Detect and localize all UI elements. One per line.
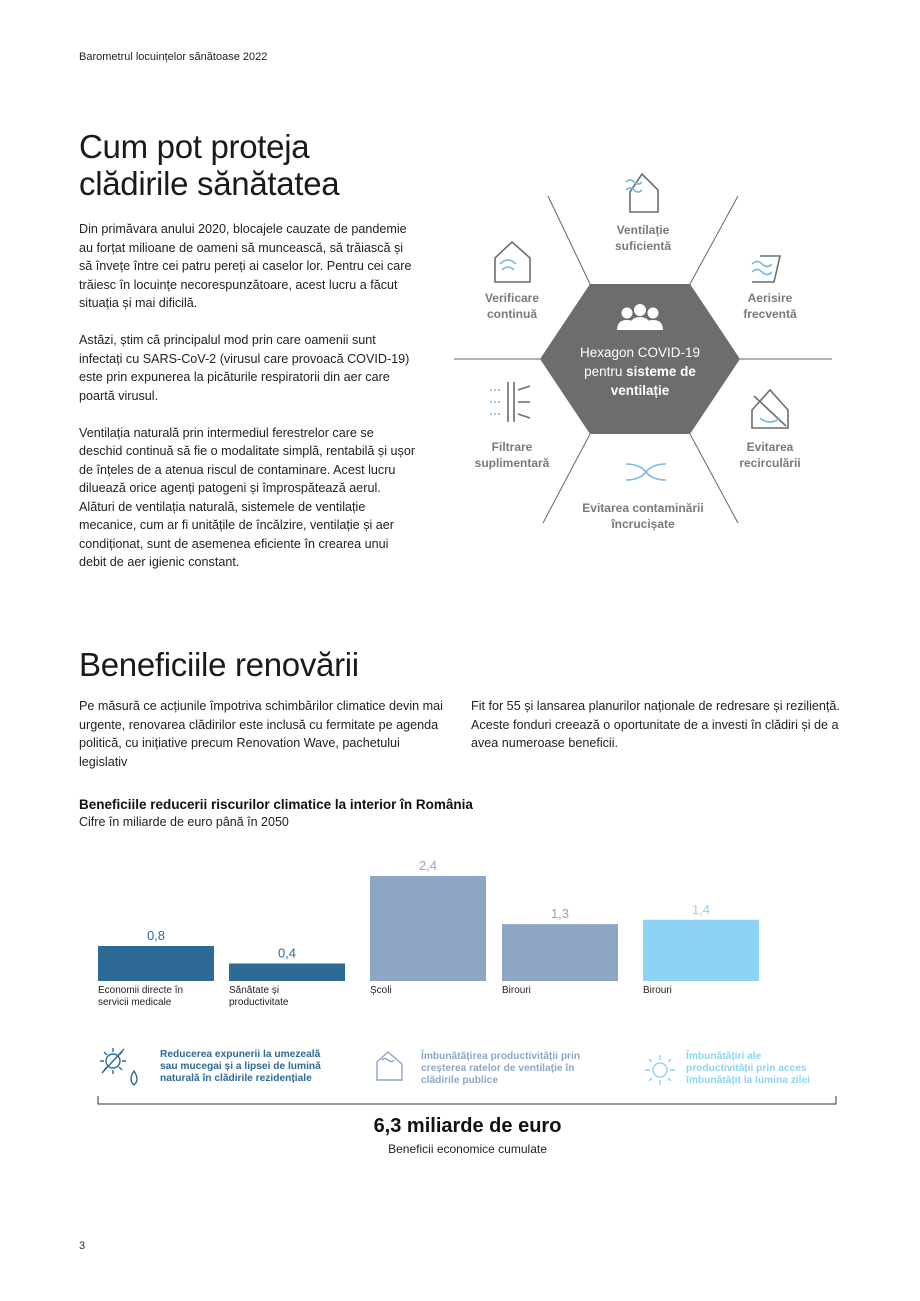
daylight-sun-icon	[643, 1053, 677, 1087]
benefit-group-ventilation	[421, 1051, 621, 1087]
total-bracket	[96, 1094, 840, 1106]
benefit-text-line: Reducerea expunerii la umezeală	[160, 1049, 321, 1060]
segment-ventilation-line-1: Ventilație	[616, 223, 670, 237]
bar-4	[502, 924, 618, 981]
paragraph-1: Din primăvara anului 2020, blocajele cauzate de pandemie au forțat milioane de oameni să muncească, să trăiască și să învețe între cei patru pereți ai caselor lor. Pentru cei care trăiesc în locuințe necorespunzătoare, acest lucru a făcut situația și mai dificilă.	[79, 222, 412, 310]
benefit-text-line: clădirile publice	[421, 1075, 498, 1086]
category-label-1	[98, 985, 218, 1009]
category-label-line: Sănătate și	[229, 985, 280, 996]
bar-3	[370, 876, 486, 981]
bar-value-label-1: 0,8	[146, 928, 166, 943]
category-label-line: Școli	[370, 985, 392, 996]
category-label-line: productivitate	[229, 997, 289, 1008]
no-recirculation-icon	[752, 390, 788, 428]
bar-value-label-3: 2,4	[418, 858, 438, 873]
benefit-text-line: creșterea ratelor de ventilație în	[421, 1063, 575, 1074]
ventilation-house-icon	[374, 1048, 410, 1084]
benefit-group-humidity	[160, 1049, 360, 1085]
category-label-5	[643, 985, 763, 997]
category-label-2	[229, 985, 349, 1009]
segment-label-ventilation	[583, 222, 703, 254]
category-label-line: Economii directe în	[98, 985, 184, 996]
segment-ventilation-line-2: suficientă	[614, 239, 671, 253]
segment-cross-line-1: Evitarea contaminării	[582, 501, 704, 515]
section-title-benefits: Beneficiile renovării	[79, 646, 359, 683]
segment-verification-line-2: continuă	[487, 307, 537, 321]
title-line-2: clădirile sănătatea	[79, 165, 340, 202]
segment-label-airing	[710, 290, 830, 322]
total-label: Beneficii economice cumulate	[388, 1142, 547, 1156]
benefit-text-line: productivității prin acces	[686, 1063, 807, 1074]
benefit-text-line: Îmbunătățirea productivității prin	[421, 1051, 581, 1062]
running-header: Barometrul locuințelor sănătoase 2022	[79, 51, 268, 63]
segment-airing-line-2: frecventă	[743, 307, 797, 321]
benefit-text-line: îmbunătățit la lumina zilei	[686, 1075, 810, 1086]
bar-value-label-5: 1,4	[691, 901, 711, 917]
segment-cross-line-2: încrucișate	[611, 517, 675, 531]
segment-filtering-line-2: suplimentară	[474, 456, 550, 470]
category-label-4	[502, 985, 622, 997]
open-window-icon	[752, 256, 780, 282]
bar-2	[229, 964, 345, 982]
benefits-column-2: Fit for 55 și lansarea planurilor naționale de redresare și reziliență. Aceste fonduri creează o oportunitate de a investi în clădiri și de a avea numeroase beneficii.	[471, 699, 840, 750]
segment-recirculation-line-1: Evitarea	[746, 440, 794, 454]
house-signal-icon	[495, 242, 530, 282]
benefit-text-line: naturală în clădirile rezidențiale	[160, 1073, 312, 1084]
center-line-2-plain: pentru	[584, 364, 627, 379]
paragraph-2: Astăzi, știm că principalul mod prin care oamenii sunt infectați cu SARS-CoV-2 (virusul care provoacă COVID-19) este prin expunerea la picăturile respiratorii din aer care poartă virusul.	[79, 333, 410, 403]
benefit-group-daylight	[686, 1051, 846, 1087]
bar-value-label-4: 1,3	[550, 906, 570, 922]
bar-value-label-2: 0,4	[277, 945, 297, 961]
segment-label-recirculation	[710, 439, 830, 471]
chart-subtitle: Cifre în miliarde de euro până în 2050	[79, 815, 289, 829]
center-line-2-bold: sisteme de	[626, 364, 696, 379]
category-label-line: Birouri	[643, 985, 672, 996]
intro-text	[79, 220, 419, 590]
benefit-text-line: sau mucegai și a lipsei de lumină	[160, 1061, 321, 1072]
category-label-line: Birouri	[502, 985, 531, 996]
center-line-2	[565, 362, 715, 381]
segment-verification-line-1: Verificare	[484, 291, 540, 305]
chart-title: Beneficiile reducerii riscurilor climatice la interior în România	[79, 797, 473, 812]
filter-icon	[490, 382, 530, 422]
benefits-column-1: Pe măsură ce acțiunile împotriva schimbărilor climatice devin mai urgente, renovarea clădirilor este inclusă cu fermitate pe agenda politică, cu inițiative precum Renovation Wave, pachetului legislativ	[79, 699, 443, 769]
house-airflow-icon	[626, 174, 658, 212]
segment-airing-line-1: Aerisire	[747, 291, 793, 305]
category-labels	[0, 985, 920, 1015]
center-line-3	[565, 381, 715, 400]
segment-filtering-line-1: Filtrare	[491, 440, 533, 454]
title-line-1: Cum pot proteja	[79, 128, 310, 165]
section-title-protect	[79, 128, 339, 202]
paragraph-3: Ventilația naturală prin intermediul ferestrelor care se deschid continuă să fie o modalitate simplă, rentabilă și ușor de înțeles de a atenua riscul de contaminare. Acest lucru diluează orice agenți patogeni și împrospătează aerul. Alături de ventilația naturală, sistemele de ventilație mecanice, cum ar fi unitățile de încălzire, ventilație și aer condiționat, sunt de asemenea eficiente în crearea unui debit de aer igienic constant.	[79, 425, 416, 569]
segment-label-filtering	[452, 439, 572, 471]
segment-recirculation-line-2: recirculării	[739, 456, 801, 470]
benefit-text-line: Îmbunătățiri ale	[686, 1051, 762, 1062]
category-label-line: servicii medicale	[98, 997, 172, 1008]
center-line-1: Hexagon COVID-19	[579, 345, 701, 360]
total-value: 6,3 miliarde de euro	[373, 1115, 562, 1137]
bar-1	[98, 946, 214, 981]
page-number: 3	[79, 1240, 86, 1252]
center-line-3-bold: ventilație	[610, 383, 670, 398]
segment-label-verification	[452, 290, 572, 322]
segment-label-cross-contamination	[563, 500, 723, 532]
crossed-arrows-icon	[626, 464, 666, 480]
humidity-sun-icon	[96, 1045, 146, 1095]
bar-5	[643, 920, 759, 981]
bar-chart	[0, 840, 920, 985]
hexagon-center-text	[565, 343, 715, 400]
category-label-3	[370, 985, 490, 997]
